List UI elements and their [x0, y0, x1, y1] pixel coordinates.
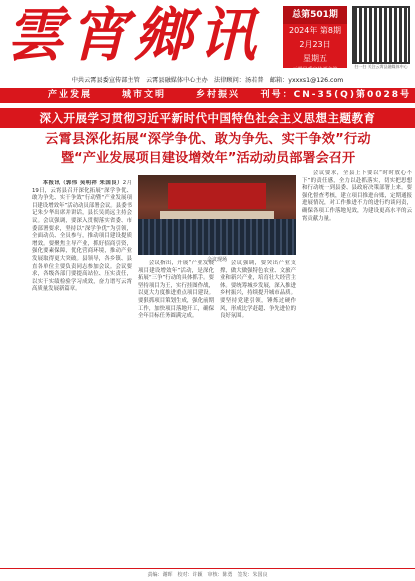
article-column-1: [32, 180, 132, 565]
article-text-3: 会议强调，要突出产业支撑，做大做强特色农业、文旅产业和新兴产业，培育壮大经营主体。要统筹城乡发展，深入推进乡村振兴，持续提升城市品质。要坚持党建引领，锤炼过硬作风，形成比学赶超、争先进位的良好氛围。: [220, 260, 296, 320]
editor-footer: 责编：谢晖 校对：许颖 审核：陈勇 签发：朱国良: [0, 568, 415, 581]
qr-caption: 扫一扫 关注云霄县融媒体中心: [354, 64, 408, 69]
issue-sponsor: 云霄县委宣传部主管: [292, 67, 338, 73]
article-text-2: 会议指出，开展“产业发展项目建设增效年”活动，是深化拓展“三争”行动的具体抓手。要坚持项目为王，实行挂图作战，以更大力度推进重点项目建设。要狠抓项目策划生成，强化前期工作，加快项目落地开工，确保全年目标任务圆满完成。: [138, 260, 214, 320]
issue-weekday: 星期五: [303, 54, 327, 63]
tagline-rural: 乡村振兴: [196, 90, 241, 100]
byline: 本报讯（郭伟 吴明祥 朱国良）: [42, 180, 123, 186]
qr-code-icon: [352, 6, 410, 64]
tagline-civilization: 城市文明: [122, 90, 167, 100]
headline-sub: 暨“产业发展项目建设增效年”活动动员部署会召开: [60, 151, 356, 166]
article-text-1: 2月19日，云霄县召开深化拓展“深学争优、敢为争先、实干争效”行动暨“产业发展项目建设增效年”活动动员部署会议。县委书记朱少华出席并讲话，县长吴尚远主持会议。会议强调，要深入贯彻落实省委、市委部署要求，坚持以“深学争优”为引领，全面动员、全员参与，推动项目建设提质增效。要聚焦主导产业，抓好招商引资，强化要素保障，优化营商环境，推动产业发展取得更大突破。县领导，各乡镇、县直各单位主要负责同志参加会议。会议要求，各级各部门要提高站位、压实责任，以实干实绩检验学习成效，奋力谱写云霄高质量发展新篇章。: [32, 180, 132, 293]
photo-stage-banner: [168, 183, 266, 209]
publisher-info-line: 中共云霄县委宣传部主管 云霄县融媒体中心主办 法律顾问：汤若普 邮箱：yxxxs1@126.com: [71, 77, 344, 84]
cn-number: 刊号：CN-35(Q)第0028号: [260, 90, 411, 100]
tagline-industry: 产业发展: [48, 90, 93, 100]
headline-main: 云霄县深化拓展“深学争优、敢为争先、实干争效”行动: [45, 132, 371, 147]
article-text-4: 会议要求，全县上下要以“时时放心不下”的责任感，全力以赴抓落实，切实把思想和行动统一到县委、县政府决策部署上来。要强化督查考核，建立项目推进台账，定期通报进展情况，对工作推进不力的进行约谈问责，确保各项工作落地见效，为建设更高水平的云霄贡献力量。: [302, 170, 412, 222]
issue-date: 2月23日: [299, 40, 331, 49]
masthead: [0, 0, 415, 74]
article-column-3: [220, 260, 296, 565]
photo-rostrum: [160, 211, 274, 219]
meeting-photo: [138, 175, 296, 255]
issue-year: 2024年 第8期: [289, 26, 341, 35]
tagline-bar: [0, 88, 415, 103]
issue-info-box: [283, 6, 347, 73]
photo-caption: 会议现场: [206, 257, 227, 263]
issue-total: 总第501期: [283, 6, 347, 24]
article-column-4: [302, 170, 412, 565]
article-column-2: [138, 260, 214, 565]
newspaper-logo: 雲宵鄉讯: [6, 1, 263, 69]
photo-audience: [138, 219, 296, 255]
theme-banner: 深入开展学习贯彻习近平新时代中国特色社会主义思想主题教育: [0, 108, 415, 128]
